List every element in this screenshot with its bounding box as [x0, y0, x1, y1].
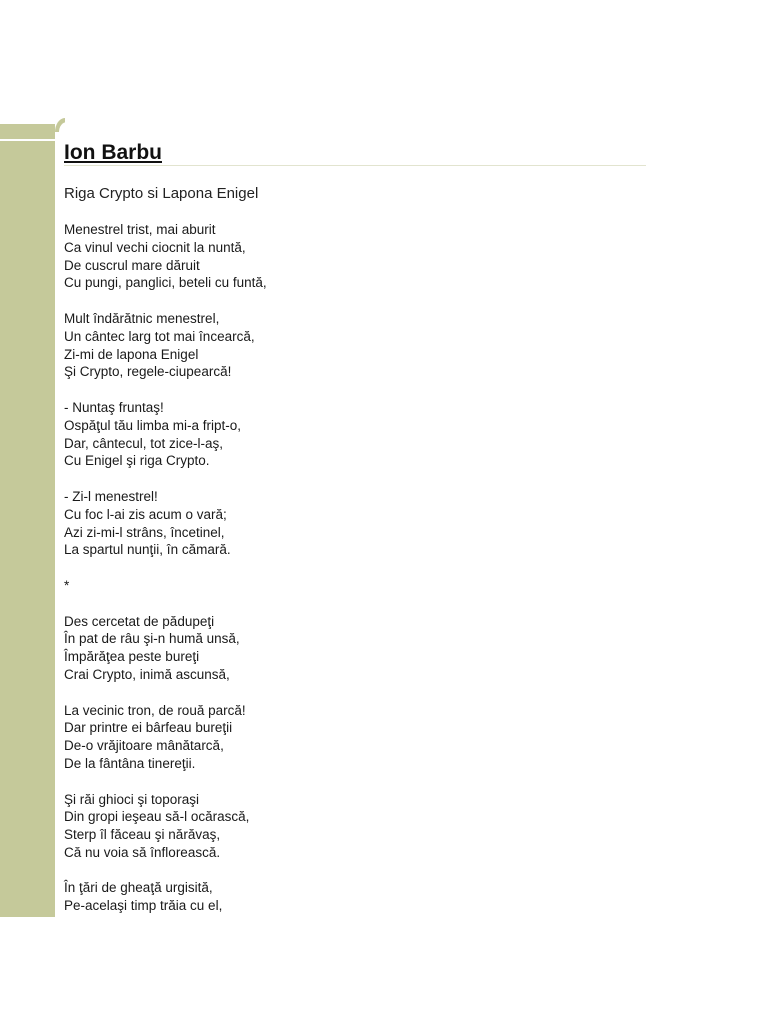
- poem-stanza: [64, 221, 664, 292]
- author-heading: Ion Barbu: [64, 141, 162, 164]
- sidebar-divider: [0, 139, 55, 141]
- poem-stanza: [64, 879, 664, 915]
- poem-title: Riga Crypto si Lapona Enigel: [64, 185, 259, 202]
- poem-body: [64, 221, 664, 933]
- poem-line: Dar printre ei bârfeau bureţii: [64, 720, 233, 736]
- poem-stanza: [64, 577, 664, 595]
- poem-line: *: [64, 577, 70, 593]
- poem-line: Cu pungi, panglici, beteli cu funtă,: [64, 275, 267, 291]
- poem-line: Zi-mi de lapona Enigel: [64, 346, 199, 362]
- poem-line: Şi răi ghioci şi toporaşi: [64, 791, 200, 807]
- poem-line: Mult îndărătnic menestrel,: [64, 310, 220, 326]
- poem-line: Crai Crypto, inimă ascunsă,: [64, 666, 230, 682]
- poem-line: Sterp îl făceau şi nărăvaş,: [64, 827, 221, 843]
- poem-stanza: [64, 399, 664, 470]
- sidebar-band: [0, 124, 55, 917]
- poem-line: La vecinic tron, de rouă parcă!: [64, 702, 246, 718]
- poem-line: - Nuntaş fruntaş!: [64, 399, 164, 415]
- poem-line: De cuscrul mare dăruit: [64, 257, 200, 273]
- poem-line: În ţări de gheaţă urgisită,: [64, 880, 213, 896]
- poem-stanza: [64, 488, 664, 559]
- poem-line: Că nu voia să înflorească.: [64, 844, 221, 860]
- poem-line: De-o vrăjitoare mânătarcă,: [64, 738, 224, 754]
- poem-line: Azi zi-mi-l strâns, încetinel,: [64, 524, 225, 540]
- poem-line: Cu foc l-ai zis acum o vară;: [64, 506, 227, 522]
- poem-line: În pat de râu şi-n humă unsă,: [64, 631, 240, 647]
- poem-line: Dar, cântecul, tot zice-l-aş,: [64, 435, 224, 451]
- poem-line: Şi Crypto, regele-ciupearcă!: [64, 364, 232, 380]
- poem-line: Un cântec larg tot mai încearcă,: [64, 328, 255, 344]
- poem-line: Pe-acelaşi timp trăia cu el,: [64, 898, 223, 914]
- poem-line: La spartul nunţii, în cămară.: [64, 542, 231, 558]
- poem-stanza: [64, 702, 664, 773]
- poem-line: De la fântâna tinereţii.: [64, 755, 196, 771]
- poem-stanza: [64, 613, 664, 684]
- poem-line: Menestrel trist, mai aburit: [64, 222, 216, 237]
- poem-stanza: [64, 310, 664, 381]
- poem-line: Ospăţul tău limba mi-a fript-o,: [64, 417, 242, 433]
- poem-line: Des cercetat de păduреţi: [64, 613, 215, 629]
- poem-line: Cu Enigel şi riga Crypto.: [64, 453, 210, 469]
- poem-stanza: [64, 791, 664, 862]
- heading-rule: [64, 165, 646, 166]
- header: [64, 140, 664, 166]
- poem-line: Împărăţea peste bureţi: [64, 649, 200, 665]
- poem-line: Din gropi ieşeau să-l ocărască,: [64, 809, 250, 825]
- poem-line: - Zi-l menestrel!: [64, 488, 158, 504]
- poem-line: Ca vinul vechi ciocnit la nuntă,: [64, 239, 246, 255]
